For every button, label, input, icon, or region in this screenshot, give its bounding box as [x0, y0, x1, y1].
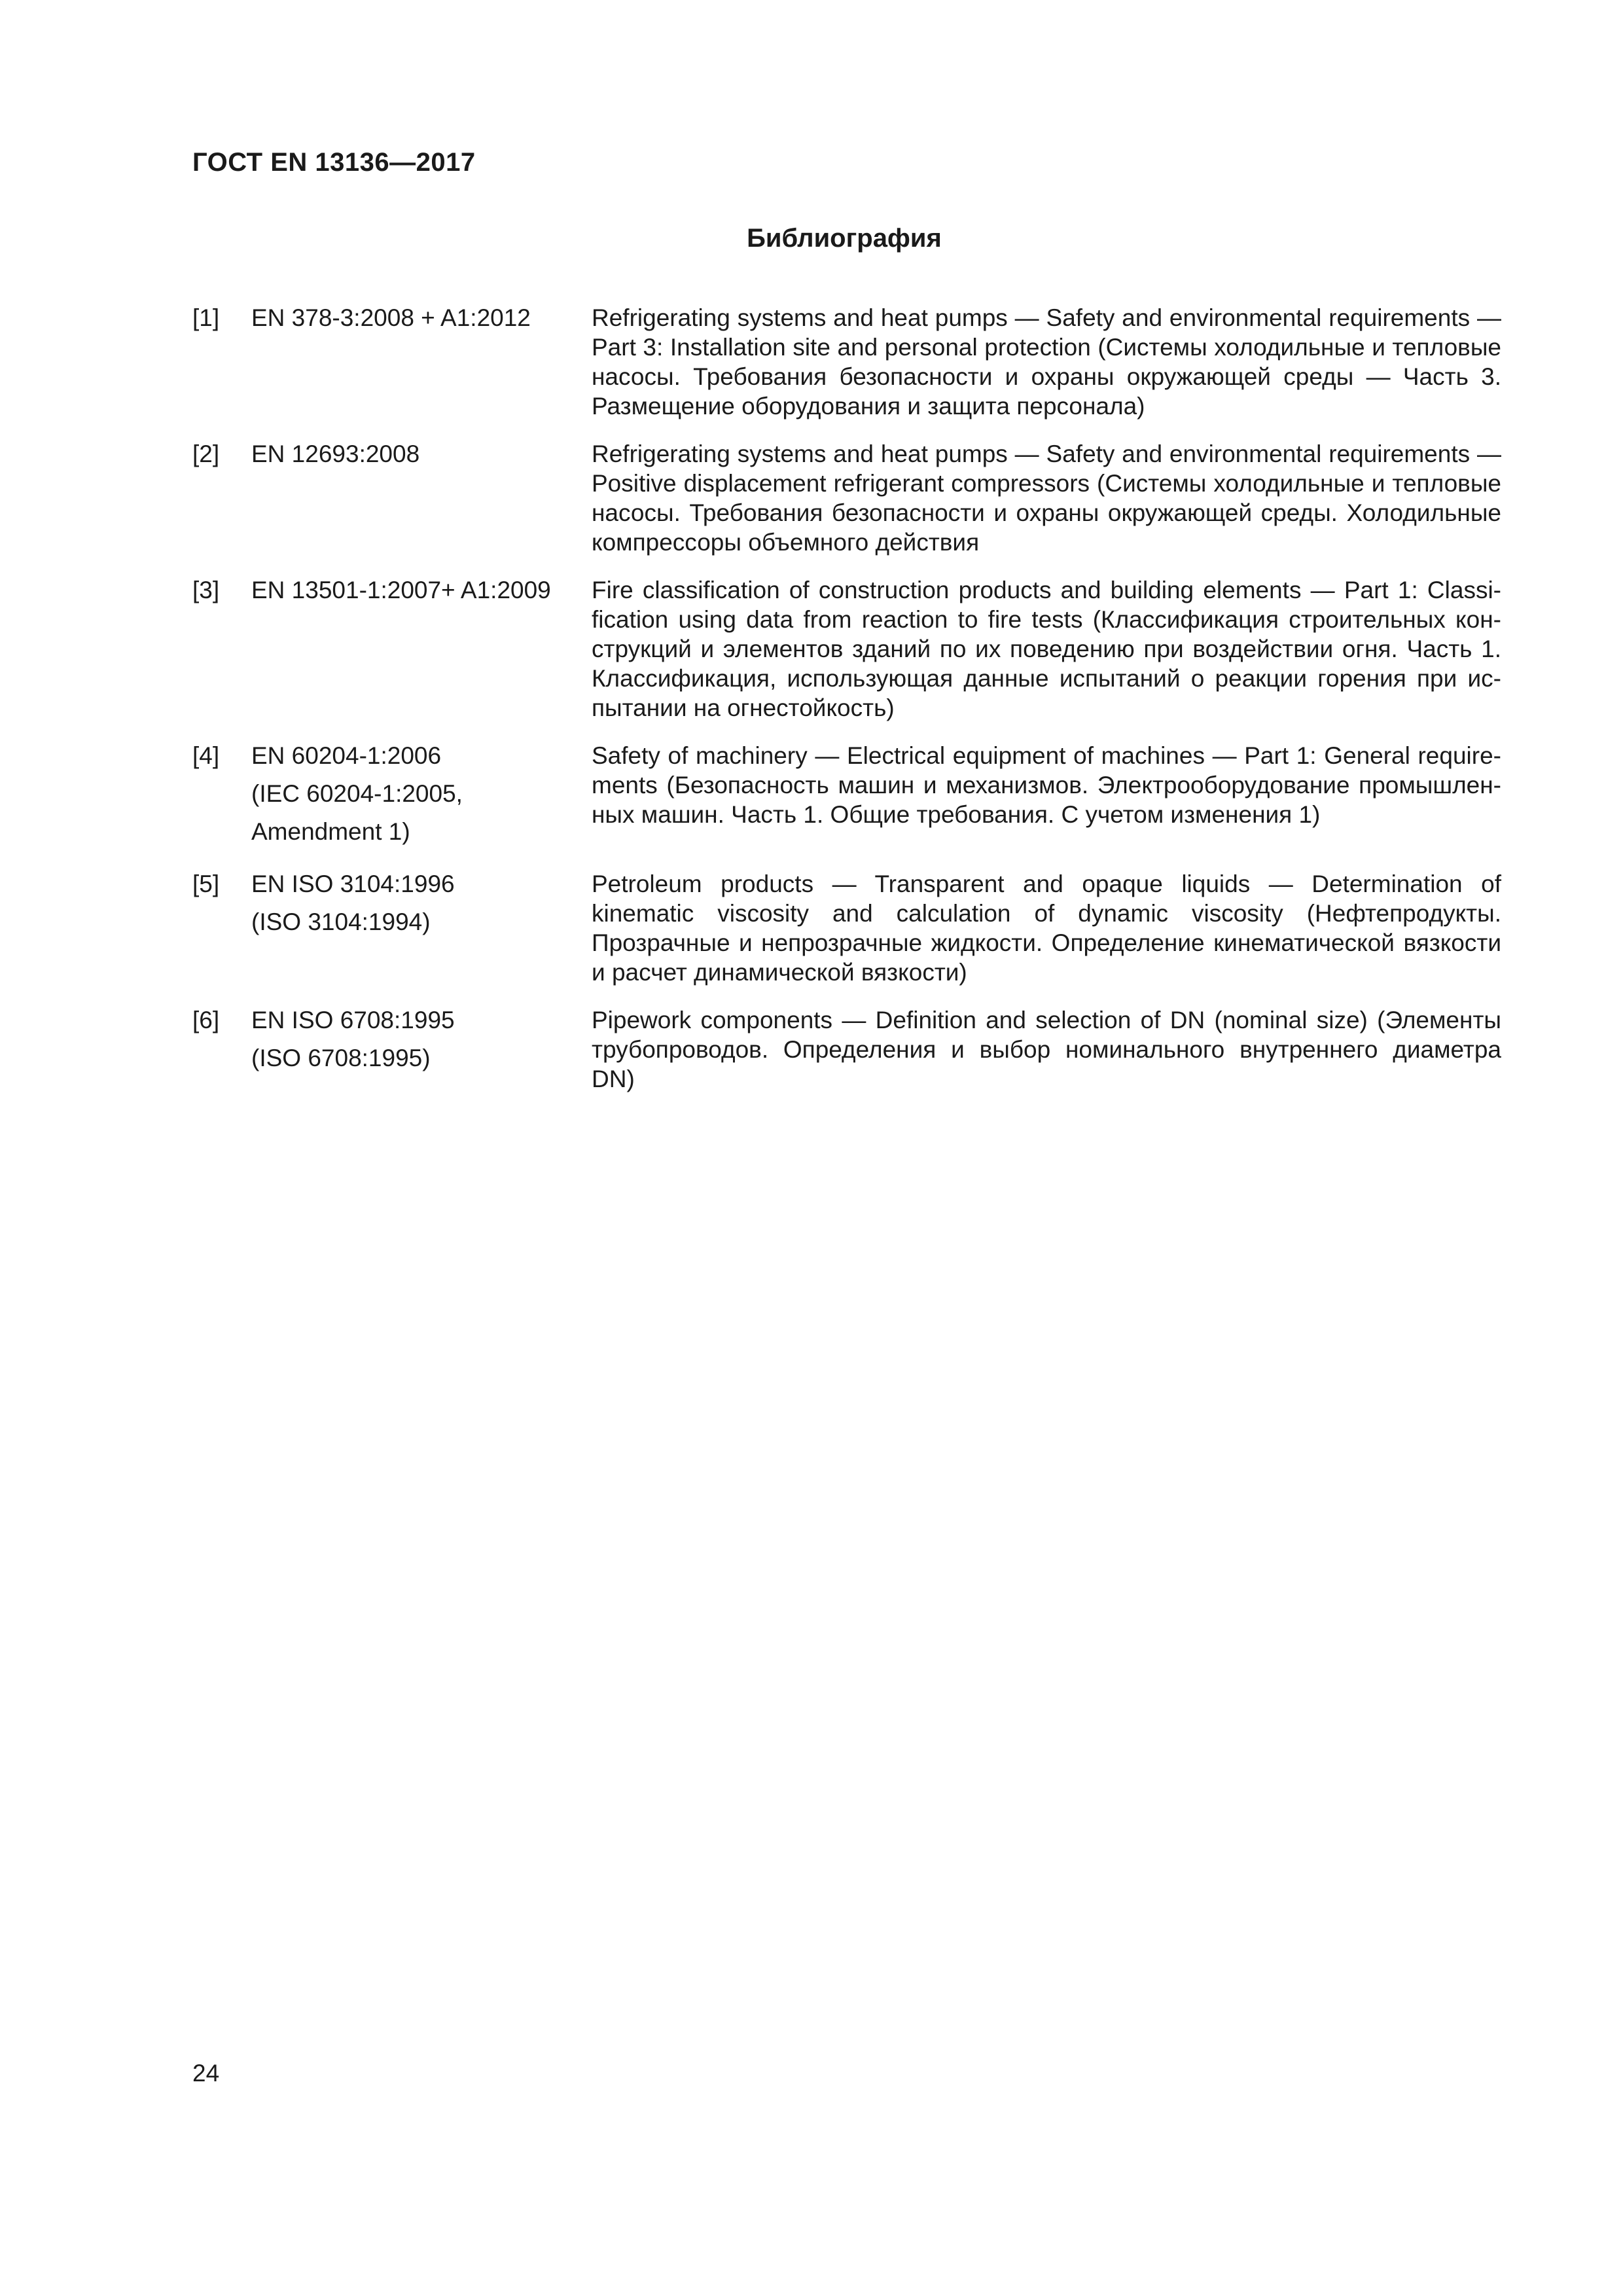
entry-code-line: EN 60204-1:2006	[251, 742, 442, 769]
bibliography-entry	[192, 741, 1501, 851]
entry-code-line: EN 378-3:2008 + A1:2012	[251, 304, 531, 331]
entry-number: [2]	[192, 440, 220, 467]
page-number: 24	[192, 2060, 220, 2087]
entry-code-line: (IEC 60204-1:2005,	[251, 780, 463, 807]
entry-description: Refrigerating systems and heat pumps — Safety and environmental requirements — Part 3: Installation site and personal protection (Системы холодильные и тепловые насосы. Требования безопасности и охраны окружающей среды — Часть 3. Размещение оборудования и защита персонала)	[592, 304, 1501, 420]
bibliography-entry	[192, 869, 1501, 987]
bibliography-entry	[192, 439, 1501, 557]
entry-code	[251, 571, 592, 609]
entry-code	[251, 865, 592, 941]
entry-description: Fire classification of construction products and building elements — Part 1: Classification using data from reaction to fire tests (Классификация строительных конструкций и элементов зданий по их поведению при воздействии огня. Часть 1. Классификация, использующая данные испытаний о реакции горения при испытании на огнестойкость)	[592, 577, 1501, 721]
entry-code-line: Amendment 1)	[251, 818, 410, 845]
entry-number: [5]	[192, 870, 220, 897]
entry-code	[251, 1001, 592, 1077]
entry-code-line: (ISO 3104:1994)	[251, 908, 431, 935]
entry-code-line: EN ISO 3104:1996	[251, 870, 455, 897]
entry-number: [4]	[192, 742, 220, 769]
entry-number: [6]	[192, 1007, 220, 1033]
entry-code-line: (ISO 6708:1995)	[251, 1045, 431, 1071]
bibliography-entry	[192, 303, 1501, 421]
entry-number: [3]	[192, 577, 220, 603]
entry-code	[251, 737, 592, 851]
bibliography-entry	[192, 1005, 1501, 1094]
entry-description: Safety of machinery — Electrical equipment of machines — Part 1: General requirements (Безопасность машин и механизмов. Электрооборудование промышленных машин. Часть 1. Общие требования. С учетом изменения 1)	[592, 742, 1501, 828]
entry-description: Refrigerating systems and heat pumps — Safety and environmental requirements — Positive displacement refrigerant compressors (Системы холодильные и тепловые насосы. Требования безопасности и охраны окружающей среды. Холодильные компрессоры объемного действия	[592, 440, 1501, 556]
entry-code-line: EN 13501-1:2007+ A1:2009	[251, 577, 551, 603]
section-title: Библиография	[747, 224, 942, 253]
entry-code	[251, 435, 592, 473]
entry-description: Petroleum products — Transparent and opaque liquids — Determination of kinematic viscosity and calculation of dynamic viscosity (Нефтепродукты. Прозрачные и непрозрачные жидкости. Определение кинематической вязкости и расчет динамической вязкости)	[592, 870, 1501, 986]
entry-number: [1]	[192, 304, 220, 331]
bibliography-entry	[192, 575, 1501, 723]
entry-code-line: EN ISO 6708:1995	[251, 1007, 455, 1033]
entry-description: Pipework components — Definition and selection of DN (nominal size) (Элементы трубопроводов. Определения и выбор номинального внутреннего диаметра DN)	[592, 1007, 1501, 1092]
entry-code	[251, 299, 592, 337]
entry-code-line: EN 12693:2008	[251, 440, 420, 467]
document-header: ГОСТ EN 13136—2017	[192, 148, 476, 177]
bibliography-list	[192, 303, 1501, 1112]
